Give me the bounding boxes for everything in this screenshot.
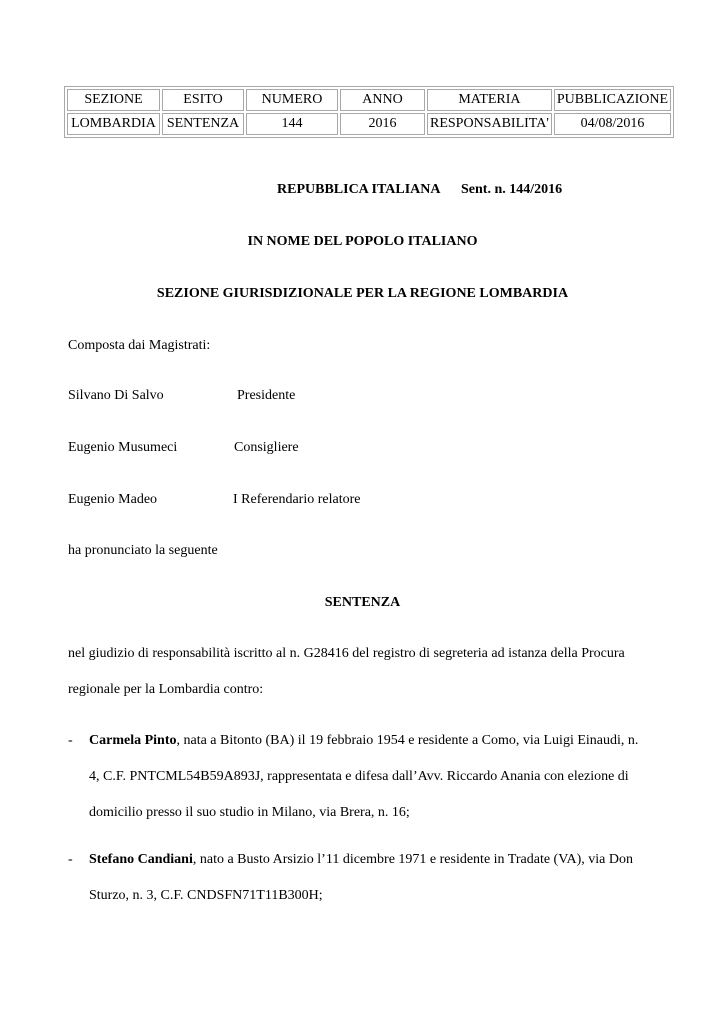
republic-heading: REPUBBLICA ITALIANA: [277, 182, 441, 197]
defendant-1-line-1: [89, 733, 638, 749]
magistrate-role-1: Presidente: [237, 388, 296, 403]
header-anno: ANNO: [340, 89, 425, 111]
defendant-2-line-2: Sturzo, n. 3, C.F. CNDSFN71T11B300H;: [89, 888, 323, 903]
pronunciato-text: ha pronunciato la seguente: [68, 543, 218, 558]
metadata-table: [64, 86, 674, 138]
value-pubblicazione: 04/08/2016: [554, 113, 671, 135]
magistrate-name-2: Eugenio Musumeci: [68, 440, 178, 455]
defendant-1-dash: -: [68, 733, 73, 748]
defendant-1-name: Carmela Pinto: [89, 733, 177, 748]
value-esito: SENTENZA: [162, 113, 244, 135]
value-numero: 144: [246, 113, 338, 135]
value-anno: 2016: [340, 113, 425, 135]
header-esito: ESITO: [162, 89, 244, 111]
header-pubblicazione: PUBBLICAZIONE: [554, 89, 671, 111]
magistrate-name-1: Silvano Di Salvo: [68, 388, 164, 403]
defendant-2-details-1: , nato a Busto Arsizio l’11 dicembre 1971 e residente in Tradate (VA), via Don: [192, 852, 633, 867]
defendant-1-line-2: 4, C.F. PNTCML54B59A893J, rappresentata e difesa dall’Avv. Riccardo Anania con elezione di: [89, 769, 629, 784]
sentence-reference: Sent. n. 144/2016: [461, 182, 563, 197]
defendant-1-details-1: , nata a Bitonto (BA) il 19 febbraio 1954 e residente a Como, via Luigi Einaudi, n.: [176, 733, 639, 748]
defendant-1-line-3: domicilio presso il suo studio in Milano, via Brera, n. 16;: [89, 805, 410, 820]
defendant-2-dash: -: [68, 852, 73, 867]
header-materia: MATERIA: [427, 89, 552, 111]
sentenza-title: SENTENZA: [324, 595, 401, 610]
magistrate-role-3: I Referendario relatore: [233, 492, 361, 507]
metadata-value-row: [67, 113, 671, 135]
giudizio-line-1: nel giudizio di responsabilità iscritto al n. G28416 del registro di segreteria ad istanza della Procura: [68, 646, 625, 661]
value-sezione: LOMBARDIA: [67, 113, 160, 135]
header-numero: NUMERO: [246, 89, 338, 111]
metadata-header-row: [67, 89, 671, 111]
defendant-2-line-1: [89, 852, 633, 868]
sezione-heading: SEZIONE GIURISDIZIONALE PER LA REGIONE LOMBARDIA: [156, 286, 569, 301]
in-nome-heading: IN NOME DEL POPOLO ITALIANO: [247, 234, 478, 249]
header-sezione: SEZIONE: [67, 89, 160, 111]
giudizio-line-2: regionale per la Lombardia contro:: [68, 682, 264, 697]
defendant-2-name: Stefano Candiani: [89, 852, 193, 867]
magistrate-role-2: Consigliere: [234, 440, 299, 455]
value-materia: RESPONSABILITA': [427, 113, 552, 135]
composta-label: Composta dai Magistrati:: [68, 338, 211, 353]
magistrate-name-3: Eugenio Madeo: [68, 492, 158, 507]
